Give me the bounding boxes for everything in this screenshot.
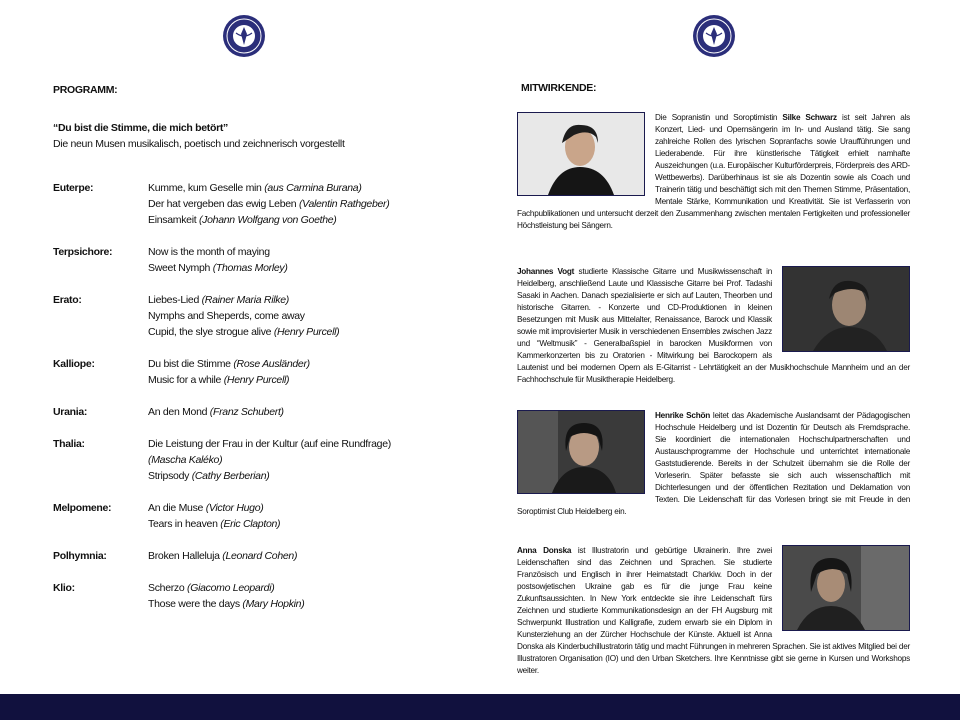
piece-credit: (aus Carmina Burana): [264, 182, 362, 194]
muse-list: [53, 180, 453, 612]
muse-entry: [53, 292, 453, 340]
piece-title: Now is the month of maying: [148, 246, 270, 258]
university-seal-icon: [222, 14, 266, 58]
piece-line: [148, 516, 453, 532]
muse-pieces: [148, 436, 453, 484]
muse-name: Urania:: [53, 406, 88, 418]
piece-credit: (Cathy Berberian): [191, 470, 270, 482]
muse-pieces: [148, 580, 453, 612]
piece-title: Scherzo: [148, 582, 188, 594]
piece-title: Kumme, kum Geselle min: [148, 182, 265, 194]
muse-pieces: [148, 500, 453, 532]
piece-title: An die Muse: [148, 502, 206, 514]
bio-silke-schwarz: Die Sopranistin und Soroptimistin Silke Schwarz ist seit Jahren als Konzert, Lied- und Opernsängerin im In- und Ausland tätig. Sie sang zahlreiche Rollen des lyrischen Sopranfachs sowie Uraufführungen und Liederabende. Für ihre künstlerische Tätigkeit erhielt namhafte Auszeichungen (u.a. Europäischer Kulturförderpreis, Förderpreis des ARD-Wettbewerbs). Darüberhinaus ist sie als Dozentin sowie als Coach und Trainerin tätig und beschäftigt sich mit den Themen Stimme, Präsentation, Mentale Stärke, Kommunikation und Kreativität. Sie ist Verfasserin von Fachpublikationen und untersucht derzeit den Zusammenhang zwischen mentalen Fertigkeiten und professioneller Höchstleistung bei Sängern.: [517, 113, 910, 230]
muse-name: Klio:: [53, 582, 75, 594]
piece-title: Nymphs and Sheperds, come away: [148, 310, 305, 322]
piece-credit: (Giacomo Leopardi): [187, 582, 275, 594]
muse-name: Melpomene:: [53, 502, 112, 514]
program-subtitle: Die neun Musen musikalisch, poetisch und zeichnerisch vorgestellt: [53, 138, 345, 150]
muse-name: Thalia:: [53, 438, 85, 450]
muse-entry: [53, 580, 453, 612]
piece-credit: (Leonard Cohen): [222, 550, 298, 562]
program-section: [53, 82, 453, 628]
piece-line: [148, 244, 453, 260]
muse-pieces: [148, 180, 453, 228]
piece-credit: (Rainer Maria Rilke): [201, 294, 289, 306]
piece-title: Those were the days: [148, 598, 243, 610]
piece-line: [148, 468, 453, 484]
muse-name: Euterpe:: [53, 182, 94, 194]
piece-title: Du bist die Stimme: [148, 358, 234, 370]
piece-line: [148, 356, 453, 372]
piece-line: [148, 500, 453, 516]
program-title: “Du bist die Stimme, die mich betört”: [53, 122, 229, 134]
piece-credit: (Victor Hugo): [205, 502, 264, 514]
performer-name: Johannes Vogt: [517, 267, 575, 276]
piece-title: Einsamkeit: [148, 214, 199, 226]
muse-entry: [53, 180, 453, 228]
bio-johannes-vogt: Johannes Vogt studierte Klassische Gitarre und Musikwissenschaft in Heidelberg, anschließend Laute und Klassische Gitarre bei Prof. Tadashi Sasaki in Aachen. Danach spezialisierte er sich auf Lauten, Theorben und historische Gitarren. - Konzerte und CD-Produktionen in kleinen Besetzungen mit Musik aus Mittelalter, Renaissance, Barock und Klassik sowie mit improvisierter Musik in verschiedenen Ensembles zwischen Jazz und “Weltmusik” - Generalbaßspiel in barocken Musikformen von Kammerkonzerten bis zu Oratorien - Mitwirkung bei Barockopern als Lautenist und bei modernen Opern als E-Gitarrist - Lehrtätigkeit an der Musikhochschule Mannheim und an der Fachhochschule für Musiktherapie Heidelberg.: [517, 267, 910, 384]
piece-line: [148, 452, 453, 468]
piece-title: Tears in heaven: [148, 518, 221, 530]
piece-credit: (Johann Wolfgang von Goethe): [198, 214, 337, 226]
piece-title: Sweet Nymph: [148, 262, 213, 274]
muse-pieces: [148, 292, 453, 340]
piece-title: Stripsody: [148, 470, 192, 482]
muse-entry: [53, 244, 453, 276]
footer-bar: [0, 694, 960, 720]
piece-credit: (Franz Schubert): [209, 406, 284, 418]
portrait-photo: [782, 545, 910, 631]
portrait-photo: [517, 410, 645, 494]
muse-name: Erato:: [53, 294, 82, 306]
muse-entry: [53, 404, 453, 420]
piece-title: Die Leistung der Frau in der Kultur (auf eine Rundfrage): [148, 438, 391, 450]
piece-line: [148, 196, 453, 212]
piece-title: Cupid, the slye strogue alive: [148, 326, 274, 338]
piece-credit: (Eric Clapton): [220, 518, 281, 530]
piece-title: Liebes-Lied: [148, 294, 202, 306]
muse-name: Polhymnia:: [53, 550, 107, 562]
performer-name: Anna Donska: [517, 546, 572, 555]
muse-pieces: [148, 548, 453, 564]
piece-title: Der hat vergeben das ewig Leben: [148, 198, 299, 210]
muse-entry: [53, 548, 453, 564]
muse-pieces: [148, 404, 453, 420]
piece-credit: (Henry Purcell): [223, 374, 290, 386]
piece-title: An den Mond: [148, 406, 210, 418]
muse-entry: [53, 500, 453, 532]
muse-pieces: [148, 244, 453, 276]
piece-line: [148, 212, 453, 228]
bio-anna-donska: Anna Donska ist Illustratorin und gebürtige Ukrainerin. Ihre zwei Leidenschaften sind das Zeichnen und Sprachen. Sie studierte Französisch und Englisch in ihrer Heimatstadt Charkiw. Doch in der postsowjetischen Ukraine gab es für die junge Frau keine Zukunftsaussichten. In New York entdeckte sie ihre Leidenschaft fürs Zeichnen und studierte Kommunikationsdesign an der FH Augsburg mit Schwerpunkt Illustration und Kalligrafie, zudem erwarb sie ein Diplom in Kunsterziehung an der Zürcher Hochschule der Künste. Aktuell ist Anna Donska als Kinderbuchillustratorin tätig und macht Führungen in mehreren Sprachen. Sie ist aktives Mitglied bei der Illustratoren Organisation (IO) und den Urban Sketchers. Ihre Kenntnisse gibt sie gerne in Kursen und Workshops weiter.: [517, 546, 910, 675]
piece-credit: (Mary Hopkin): [242, 598, 305, 610]
piece-credit: (Thomas Morley): [212, 262, 288, 274]
muse-name: Kalliope:: [53, 358, 95, 370]
program-heading: PROGRAMM:: [53, 84, 118, 96]
piece-line: [148, 260, 453, 276]
muse-entry: [53, 356, 453, 388]
piece-line: [148, 580, 453, 596]
piece-line: [148, 180, 453, 196]
piece-line: [148, 596, 453, 612]
piece-line: [148, 324, 453, 340]
performer-name: Silke Schwarz: [782, 113, 837, 122]
muse-pieces: [148, 356, 453, 388]
piece-title: Music for a while: [148, 374, 224, 386]
piece-line: [148, 292, 453, 308]
piece-title: Broken Halleluja: [148, 550, 223, 562]
performer-name: Henrike Schön: [655, 411, 710, 420]
piece-line: [148, 308, 453, 324]
portrait-photo: [782, 266, 910, 352]
muse-name: Terpsichore:: [53, 246, 113, 258]
piece-credit: (Rose Ausländer): [233, 358, 310, 370]
muse-entry: [53, 436, 453, 484]
portrait-photo: [517, 112, 645, 196]
piece-line: [148, 436, 453, 452]
piece-line: [148, 372, 453, 388]
piece-credit: (Mascha Kaléko): [148, 454, 223, 466]
piece-credit: (Henry Purcell): [273, 326, 340, 338]
university-seal-icon: [692, 14, 736, 58]
bio-henrike-schoen: Henrike Schön leitet das Akademische Auslandsamt der Pädagogischen Hochschule Heidelberg und ist Dozentin für Deutsch als Fremdsprache. Sie koordiniert die internationalen Hochschulpartnerschaften und Austauschprogramme der Hochschule und unterrichtet internationale Gaststudierende. Bereits in der Schulzeit übernahm sie die Rolle der Vorleserin. Später befasste sie sich auch wissenschaftlich mit Dichterlesungen und der öffentlichen Rezitation und Deklamation von Texten. Die Leidenschaft für das Vorlesen bringt sie mit Freude in den Soroptimist Club Heidelberg ein.: [517, 411, 910, 516]
performers-heading: MITWIRKENDE:: [521, 82, 597, 94]
piece-line: [148, 548, 453, 564]
piece-line: [148, 404, 453, 420]
piece-credit: (Valentin Rathgeber): [298, 198, 390, 210]
